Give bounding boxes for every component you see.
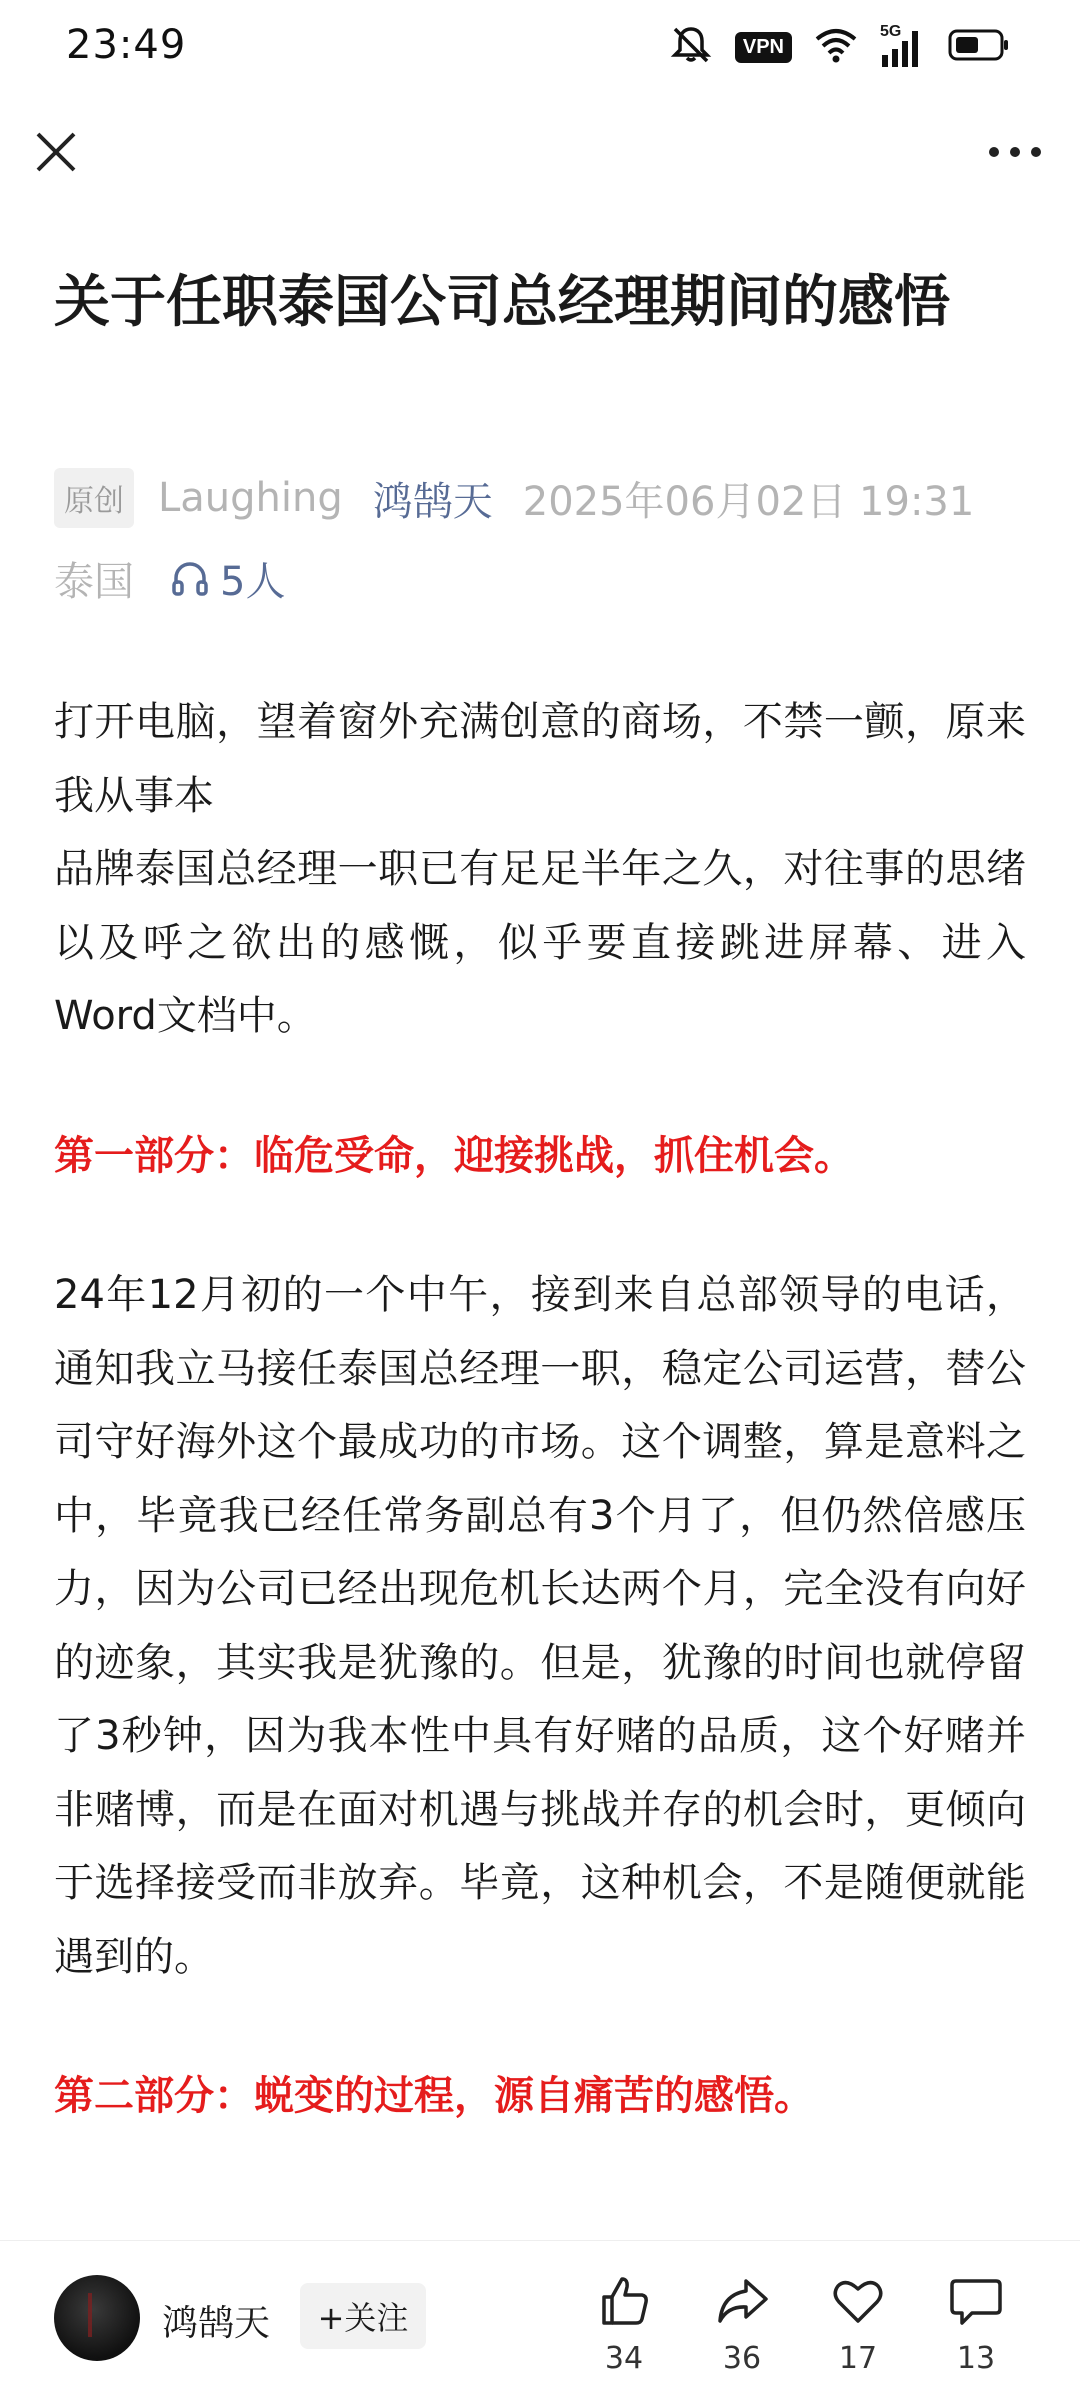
battery-icon <box>948 28 1010 66</box>
article-title: 关于任职泰国公司总经理期间的感悟 <box>54 270 950 335</box>
like-button[interactable] <box>574 2273 674 2393</box>
share-button[interactable] <box>692 2273 792 2393</box>
status-time: 23:49 <box>66 22 187 68</box>
share-count: 36 <box>722 2341 762 2376</box>
close-button[interactable] <box>30 126 82 178</box>
heart-icon <box>830 2273 886 2329</box>
comment-button[interactable] <box>926 2273 1026 2393</box>
original-badge: 原创 <box>54 468 134 528</box>
account-link[interactable]: 鸿鹄天 <box>372 478 493 525</box>
location: 泰国 <box>54 558 134 605</box>
close-icon <box>30 126 82 178</box>
follow-button[interactable]: +关注 <box>300 2283 426 2349</box>
signal-icon <box>880 25 926 69</box>
author-name: Laughing <box>158 475 343 521</box>
author-avatar[interactable] <box>54 2275 140 2361</box>
bottom-action-bar <box>0 2240 1080 2401</box>
article-meta-secondary <box>54 550 285 606</box>
network-type-label: 5G <box>880 23 902 40</box>
top-nav <box>0 110 1080 200</box>
wifi-icon <box>814 27 858 67</box>
comment-count: 13 <box>956 2341 996 2376</box>
listen-button[interactable] <box>170 550 285 607</box>
more-button[interactable] <box>980 126 1050 178</box>
comment-icon <box>948 2273 1004 2329</box>
bottom-author-name[interactable]: 鸿鹄天 <box>162 2303 271 2344</box>
section-heading: 第二部分：蜕变的过程，源自痛苦的感悟。 <box>54 2073 814 2119</box>
favorite-button[interactable] <box>808 2273 908 2393</box>
thumbs-up-icon <box>596 2273 652 2329</box>
paragraph: 打开电脑，望着窗外充满创意的商场，不禁一颤，原来我从事本 <box>54 699 1026 819</box>
headphones-icon <box>170 558 210 598</box>
mute-icon <box>669 25 713 69</box>
like-count: 34 <box>604 2341 644 2376</box>
share-icon <box>714 2273 770 2329</box>
vpn-icon: VPN <box>735 32 792 63</box>
favorite-count: 17 <box>838 2341 878 2376</box>
article-meta <box>54 470 1054 526</box>
publish-date: 2025年06月02日 19:31 <box>522 478 975 525</box>
article-body <box>54 686 1026 2134</box>
section-heading: 第一部分：临危受命，迎接挑战，抓住机会。 <box>54 1132 854 1179</box>
status-bar <box>0 0 1080 96</box>
paragraph: 24年12月初的一个中午，接到来自总部领导的电话，通知我立马接任泰国总经理一职，稳定公司运营，替公司守好海外这个最成功的市场。这个调整，算是意料之中，毕竟我已经任常务副总有3个月了，但仍然倍感压力，因为公司已经出现危机长达两个月，完全没有向好的迹象，其实我是犹豫的。但是，犹豫的时间也就停留了3秒钟，因为我本性中具有好赌的品质，这个好赌并非赌博，而是在面对机遇与挑战并存的机会时，更倾向于选择接受而非放弃。毕竟，这种机会，不是随便就能遇到的。 <box>54 1272 1026 1980</box>
listener-count: 5人 <box>220 558 286 605</box>
more-dots-icon <box>980 126 1050 178</box>
paragraph: 品牌泰国总经理一职已有足足半年之久，对往事的思绪以及呼之欲出的感慨，似乎要直接跳进屏幕、进入Word文档中。 <box>54 846 1026 1039</box>
status-icons <box>669 22 1010 72</box>
